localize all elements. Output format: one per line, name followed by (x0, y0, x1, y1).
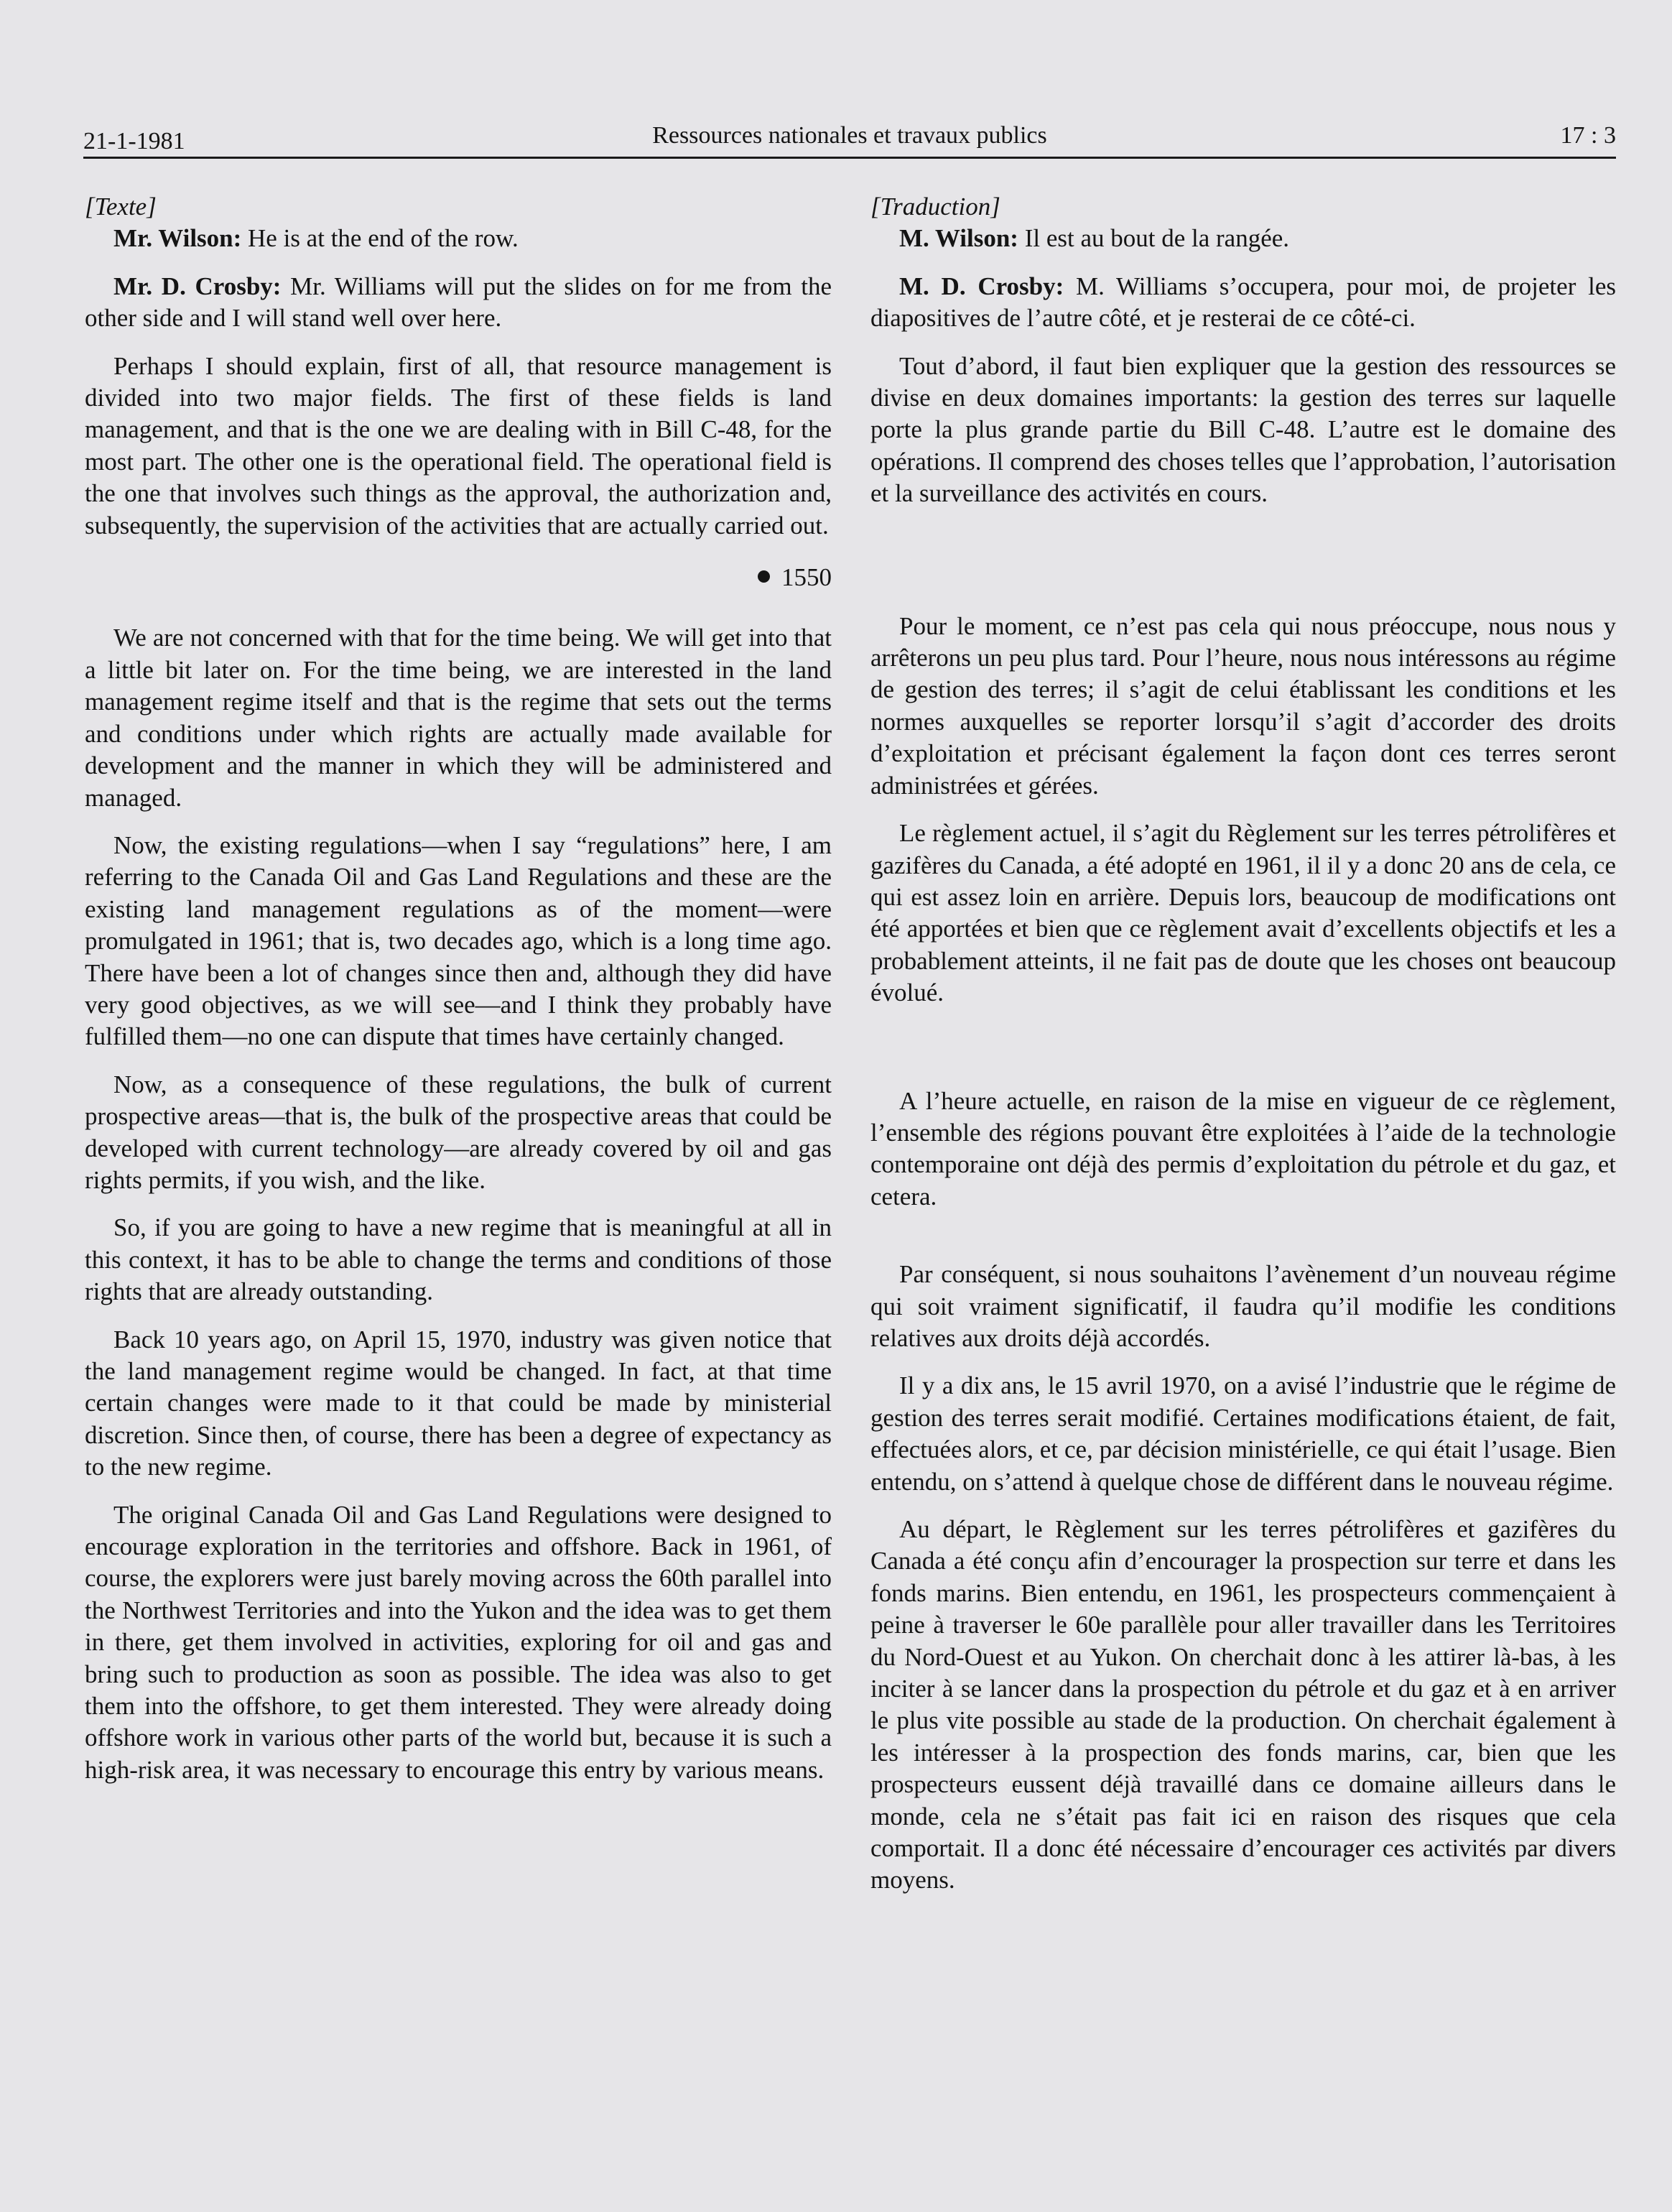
header-page-number: 17 : 3 (1560, 122, 1616, 149)
running-header (83, 121, 1616, 157)
paragraph: A l’heure actuelle, en raison de la mise en vigueur de ce règlement, l’ensemble des régions pouvant être exploitées à l’aide de la technologie contemporaine ont déjà des permis d’exploitation du pétrole et du gaz, et cetera. (870, 1086, 1616, 1211)
paragraph: Il y a dix ans, le 15 avril 1970, on a avisé l’industrie que le régime de gestion des terres serait modifié. Certaines modifications étaient, de fait, effectuées alors, et ce, par décision ministérielle, ce qui était l’usage. Bien entendu, on s’attend à quelque chose de différent dans le nouveau régime. (870, 1371, 1616, 1496)
paragraph: Perhaps I should explain, first of all, that resource management is divided into two major fields. The first of these fields is land management, and that is the one we are dealing with in Bill C-48, for the most part. The other one is the operational field. The operational field is the one that involves such things as the approval, the authorization and, subsequently, the supervision of the activities that are actually carried out. (85, 351, 832, 540)
header-title: Ressources nationales et travaux publics (652, 122, 1047, 149)
speaker-name: Mr. Wilson: (113, 224, 242, 253)
column-gap (870, 1228, 1616, 1259)
speaker-name: M. Wilson: (899, 224, 1018, 253)
column-gap (870, 526, 1616, 611)
paragraph (85, 271, 832, 335)
time-marker-text: 1550 (781, 563, 832, 592)
column-gap (870, 1025, 1616, 1086)
paragraph (85, 223, 832, 254)
paragraph: Now, the existing regulations—when I say “regulations” here, I am referring to the Canada Oil and Gas Land Regulations and these are the existing land management regulations as of the moment—were promulgated in 1961; that is, two decades ago, which is a long time ago. There have been a lot of changes since then and, although they did have very good objectives, as we will see—and I think they probably have fulfilled them—no one can dispute that times have certainly changed. (85, 830, 832, 1051)
paragraph-text: Mr. Williams will put the slides on for me from the other side and I will stand well over here. (85, 272, 832, 333)
french-column (870, 191, 1616, 1912)
paragraph: We are not concerned with that for the time being. We will get into that a little bit later on. For the time being, we are interested in the land management regime itself and that is the regime that sets out the terms and conditions under which rights are actually made available for development and the manner in which they will be administered and managed. (85, 624, 832, 812)
section-tag: [Texte] (85, 193, 157, 221)
paragraph (870, 271, 1616, 335)
paragraph-text: Il est au bout de la rangée. (1018, 224, 1290, 253)
paragraph: Le règlement actuel, il s’agit du Règlement sur les terres pétrolifères et gazifères du Canada, a été adopté en 1961, il il y a donc 20 ans de cela, ce qui est assez loin en arrière. Depuis lors, beaucoup de modifications ont été apportées et bien que ce règlement avait d’excellents objectifs et les a probablement atteints, il ne fait pas de doute que les choses ont beaucoup évolué. (870, 819, 1616, 1007)
paragraph: Pour le moment, ce n’est pas cela qui nous préoccupe, nous nous y arrêterons un peu plus tard. Pour l’heure, nous nous intéressons au régime de gestion des terres; il s’agit de celui établissant les conditions et les normes auxquelles se reporter lorsqu’il s’agit d’accorder des droits d’exploitation et précisant également la façon dont ces terres seront administrées et gérées. (870, 611, 1616, 800)
section-tag: [Traduction] (870, 193, 1000, 221)
paragraph-text: M. Williams s’occupera, pour moi, de projeter les diapositives de l’autre côté, et je resterai de ce côté-ci. (870, 272, 1616, 333)
speaker-name: M. D. Crosby: (899, 272, 1064, 300)
paragraph: Par conséquent, si nous souhaitons l’avènement d’un nouveau régime qui soit vraiment significatif, il faudra qu’il modifie les conditions relatives aux droits déjà accordés. (870, 1260, 1616, 1352)
paragraph: Now, as a consequence of these regulations, the bulk of current prospective areas—that is, the bulk of the prospective areas that could be developed with current technology—are already covered by oil and gas rights permits, if you wish, and the like. (85, 1070, 832, 1194)
paragraph: Au départ, le Règlement sur les terres pétrolifères et gazifères du Canada a été conçu afin d’encourager la prospection sur terre et dans les fonds marins. Bien entendu, en 1961, les prospecteurs commençaient à peine à traverser le 60e parallèle pour aller travailler dans les Territoires du Nord-Ouest et au Yukon. On cherchait donc à les attirer là-bas, à les inciter à se lancer dans la prospection du pétrole et du gaz et à en arriver le plus vite possible au stade de la production. On cherchait également à les intéresser à la prospection des fonds marins, car, bien que les prospecteurs eussent déjà travaillé dans ce domaine ailleurs dans le monde, cela ne s’était pas fait ici en raison des risques que cela comportait. Il a donc été nécessaire d’encourager ces activités par divers moyens. (870, 1515, 1616, 1894)
time-marker (85, 562, 832, 593)
paragraph: So, if you are going to have a new regime that is meaningful at all in this context, it has to be able to change the terms and conditions of those rights that are already outstanding. (85, 1213, 832, 1306)
paragraph: Tout d’abord, il faut bien expliquer que la gestion des ressources se divise en deux domaines importants: la gestion des terres sur laquelle porte la plus grande partie du Bill C-48. L’autre est le domaine des opérations. Il comprend des choses telles que l’approbation, l’autorisation et la surveillance des activités en cours. (870, 351, 1616, 508)
english-column (85, 191, 832, 1802)
bullet-icon (758, 570, 770, 583)
speaker-name: Mr. D. Crosby: (113, 272, 282, 300)
header-rule (83, 157, 1616, 159)
header-date: 21-1-1981 (83, 128, 185, 154)
paragraph: Back 10 years ago, on April 15, 1970, industry was given notice that the land management regime would be changed. In fact, at that time certain changes were made to it that could be made by ministerial discretion. Since then, of course, there has been a degree of expectancy as to the new regime. (85, 1325, 832, 1481)
paragraph (870, 223, 1616, 254)
paragraph-text: He is at the end of the row. (241, 224, 519, 253)
paragraph: The original Canada Oil and Gas Land Regulations were designed to encourage exploration in the territories and offshore. Back in 1961, of course, the explorers were just barely moving across the 60th parallel into the Northwest Territories and into the Yukon and the idea was to get them in there, get them involved in activities, exploring for oil and gas and bring such to production as soon as possible. The idea was also to get them into the offshore, to get them interested. They were already doing offshore work in various other parts of the world but, because it is such a high-risk area, it was necessary to encourage this entry by various means. (85, 1500, 832, 1784)
